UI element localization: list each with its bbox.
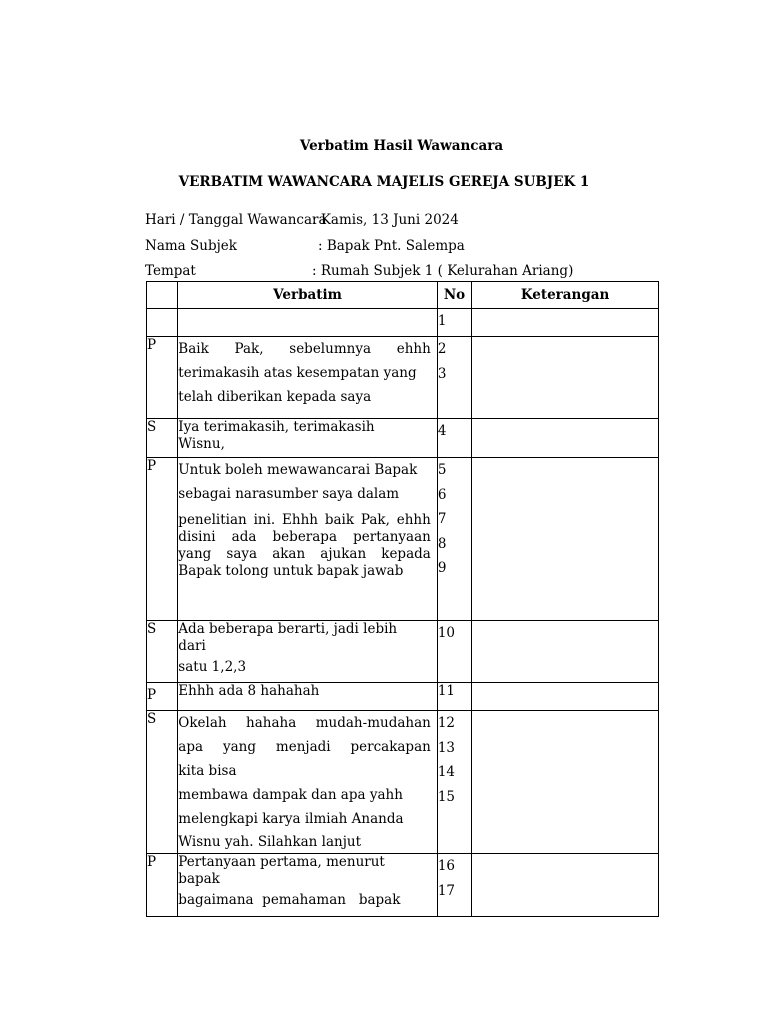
verbatim-line: Wisnu yah. Silahkan lanjut (178, 834, 362, 850)
line-number: 10 (437, 625, 456, 641)
no-cell (437, 337, 471, 419)
verbatim-line: membawa dampak dan apa yahh (178, 787, 403, 803)
speaker-cell: S (147, 711, 178, 854)
meta-place-label: Tempat (145, 263, 196, 279)
header-speaker (147, 282, 178, 309)
keterangan-cell (472, 683, 659, 711)
table-row (147, 621, 659, 683)
line-number: 6 (437, 486, 447, 503)
speaker-cell: P (147, 854, 178, 917)
speaker-cell: P (147, 337, 178, 419)
line-number: 14 (437, 764, 456, 780)
verbatim-line: Baik Pak, sebelumnya ehhh (178, 341, 431, 357)
line-number: 13 (437, 739, 456, 756)
verbatim-line: Untuk boleh mewawancarai Bapak (178, 462, 418, 478)
verbatim-line: sebagai narasumber saya dalam (178, 486, 400, 502)
line-number: 4 (437, 423, 447, 439)
no-cell (437, 854, 471, 917)
header-no: No (437, 282, 471, 309)
meta-subject-value: : Bapak Pnt. Salempa (318, 238, 465, 254)
verbatim-line: bagaimana pemahaman bapak (178, 892, 401, 908)
no-cell (437, 711, 471, 854)
line-number: 3 (437, 365, 447, 382)
line-number: 17 (437, 882, 456, 899)
keterangan-cell (472, 621, 659, 683)
header-keterangan: Keterangan (472, 282, 659, 309)
verbatim-line: Ehhh ada 8 hahahah (178, 683, 320, 699)
verbatim-line: Okelah hahaha mudah-mudahan (178, 715, 431, 731)
line-number: 8 (437, 535, 447, 552)
verbatim-cell (178, 309, 438, 337)
meta-date-label: Hari / Tanggal Wawancara (145, 212, 327, 228)
no-cell (437, 458, 471, 621)
no-cell (437, 621, 471, 683)
keterangan-cell (472, 337, 659, 419)
no-cell (437, 683, 471, 711)
table-row (147, 854, 659, 917)
verbatim-line: Iya terimakasih, terimakasih Wisnu, (178, 419, 375, 452)
meta-place-value: : Rumah Subjek 1 ( Kelurahan Ariang) (312, 263, 574, 279)
speaker-cell: P (147, 683, 178, 711)
verbatim-line: melengkapi karya ilmiah Ananda (178, 811, 404, 827)
verbatim-line: Ada beberapa berarti, jadi lebih dari (178, 621, 398, 654)
line-number: 2 (437, 341, 447, 357)
verbatim-cell (178, 337, 438, 419)
speaker-cell: S (147, 621, 178, 683)
verbatim-line: kita bisa (178, 763, 237, 779)
verbatim-line: penelitian ini. Ehhh baik Pak, ehhh disini ada beberapa pertanyaan yang saya akan ajukan kepada Bapak tolong untuk bapak jawab (178, 512, 431, 579)
speaker-cell: S (147, 419, 178, 458)
line-number: 15 (437, 788, 456, 805)
meta-date-value: : Kamis, 13 Juni 2024 (312, 212, 459, 228)
verbatim-cell (178, 711, 438, 854)
line-number: 11 (437, 683, 456, 699)
verbatim-table (146, 281, 659, 917)
line-number: 12 (437, 715, 456, 731)
table-header-row (147, 282, 659, 309)
verbatim-line: apa yang menjadi percakapan (178, 739, 431, 755)
line-number: 16 (437, 858, 456, 874)
no-cell (437, 309, 471, 337)
verbatim-cell (178, 458, 438, 621)
table-row (147, 683, 659, 711)
verbatim-line: Pertanyaan pertama, menurut bapak (178, 854, 385, 887)
keterangan-cell (472, 854, 659, 917)
line-number: 7 (437, 511, 447, 527)
table-row (147, 309, 659, 337)
no-cell (437, 419, 471, 458)
page-title: Verbatim Hasil Wawancara (299, 138, 504, 154)
table-row (147, 419, 659, 458)
verbatim-cell (178, 683, 438, 711)
line-number: 5 (437, 462, 447, 478)
speaker-cell: P (147, 458, 178, 621)
keterangan-cell (472, 309, 659, 337)
table-row (147, 458, 659, 621)
verbatim-cell (178, 854, 438, 917)
keterangan-cell (472, 419, 659, 458)
verbatim-line: terimakasih atas kesempatan yang (178, 365, 417, 381)
line-number: 1 (437, 313, 447, 329)
speaker-cell (147, 309, 178, 337)
meta-subject-label: Nama Subjek (145, 238, 237, 254)
verbatim-line: telah diberikan kepada saya (178, 389, 372, 405)
keterangan-cell (472, 711, 659, 854)
verbatim-cell (178, 621, 438, 683)
document-title: VERBATIM WAWANCARA MAJELIS GEREJA SUBJEK 1 (178, 174, 590, 190)
table-row (147, 337, 659, 419)
line-number: 9 (437, 560, 447, 576)
header-verbatim: Verbatim (178, 282, 438, 309)
table-row (147, 711, 659, 854)
keterangan-cell (472, 458, 659, 621)
verbatim-line: satu 1,2,3 (178, 659, 247, 675)
verbatim-cell (178, 419, 438, 458)
